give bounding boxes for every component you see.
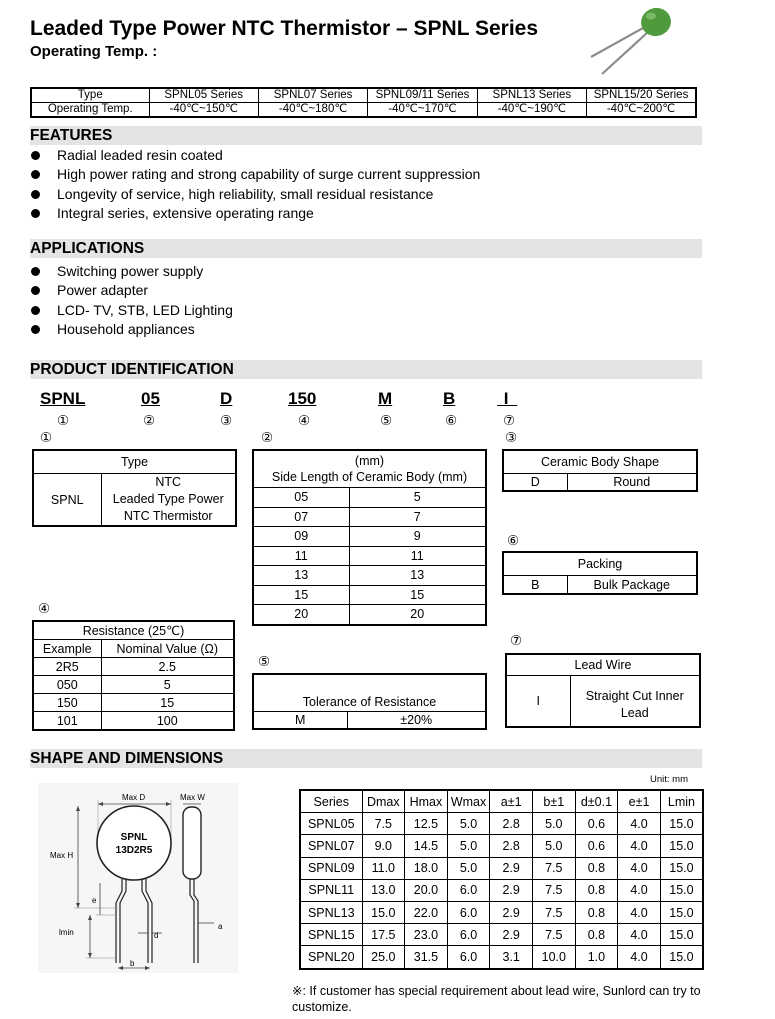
resistance-header: Resistance (25℃) [33,621,234,640]
type-desc-line: NTC [155,475,182,489]
series-cell: SPNL07 Series [258,88,367,103]
row-label-type: Type [31,88,149,103]
series-cell: SPNL05 Series [149,88,258,103]
column-header: Hmax [405,790,448,813]
temp-cell: -40℃~200℃ [587,103,696,118]
tolerance-box [252,673,487,730]
cell: 10.0 [533,946,576,969]
size-value: 9 [349,527,486,547]
max-d-label: Max D [122,793,146,802]
cell: 1.0 [575,946,618,969]
cell: 2.9 [490,857,533,879]
table-row [31,88,696,103]
code-part [497,389,517,409]
cell: 7.5 [362,813,405,835]
list-item [30,146,480,165]
resistance-code: 150 [33,694,101,712]
packing-header: Packing [503,552,697,576]
cell: 5.0 [447,857,490,879]
e-label: e [92,896,97,905]
table-row [300,857,703,879]
marker: ⑦ [510,633,523,648]
cell: 5.0 [533,813,576,835]
type-desc [101,474,236,527]
resistance-value: 2.5 [101,658,234,676]
cell: 7.5 [533,924,576,946]
column-header: Series [300,790,362,813]
cell: 3.1 [490,946,533,969]
cell: 4.0 [618,901,661,923]
resistance-value: 5 [101,676,234,694]
bullet-icon [31,325,40,334]
cell: 5.0 [447,835,490,857]
cell: 15.0 [660,946,703,969]
size-value: 5 [349,488,486,508]
marker: ③ [220,413,233,428]
bullet-icon [31,209,40,218]
page-subtitle: Operating Temp. : [30,43,158,60]
lead-wire-value-line: Straight Cut Inner [585,689,684,703]
shape-heading: SHAPE AND DIMENSIONS [30,749,702,768]
marker: ⑤ [258,654,271,669]
table-row [300,924,703,946]
bullet-icon [31,286,40,295]
bullet-icon [31,170,40,179]
cell: 0.6 [575,813,618,835]
marker: ② [261,430,274,445]
cell: 6.0 [447,901,490,923]
cell: 4.0 [618,946,661,969]
cell: SPNL09 [300,857,362,879]
application-text: LCD- TV, STB, LED Lighting [57,301,233,318]
cell: 0.8 [575,857,618,879]
cell: 14.5 [405,835,448,857]
a-label: a [218,922,223,931]
cell: 15.0 [660,924,703,946]
list-item [30,281,233,300]
type-header: Type [33,450,236,474]
column-header: a±1 [490,790,533,813]
bullet-icon [31,151,40,160]
code-part: B [443,389,456,408]
lead-wire-value [570,676,700,728]
cell: 9.0 [362,835,405,857]
table-header-row [300,790,703,813]
resistance-code: 101 [33,712,101,731]
feature-text: Radial leaded resin coated [57,147,223,163]
code-part: SPNL [40,389,86,408]
size-code: 11 [253,546,349,566]
size-value: 20 [349,605,486,625]
cell: 31.5 [405,946,448,969]
cell: 4.0 [618,813,661,835]
type-desc-line: Leaded Type Power [112,492,224,506]
packing-code: B [503,576,567,595]
application-text: Household appliances [57,320,195,337]
max-h-label: Max H [50,851,74,860]
cell: 2.9 [490,924,533,946]
tolerance-code: M [253,712,347,730]
temp-cell: -40℃~170℃ [368,103,477,118]
cell: SPNL13 [300,901,362,923]
lmin-label: lmin [59,928,74,937]
cell: 12.5 [405,813,448,835]
list-item [30,185,480,204]
resistance-box [32,620,235,731]
cell: 4.0 [618,879,661,901]
cell: 25.0 [362,946,405,969]
lead-wire-box [505,653,701,728]
type-code: SPNL [33,474,101,527]
cell: 17.5 [362,924,405,946]
max-w-label: Max W [180,793,205,802]
column-header: b±1 [533,790,576,813]
marker: ④ [38,601,51,616]
dimension-drawing [38,783,238,973]
cell: 7.5 [533,857,576,879]
identification-heading: PRODUCT IDENTIFICATION [30,360,702,379]
application-text: Power adapter [57,282,149,299]
marker: ① [40,430,53,445]
cell: 15.0 [362,901,405,923]
size-header-unit: (mm) [354,454,385,468]
series-cell: SPNL15/20 Series [587,88,696,103]
size-code: 15 [253,585,349,605]
table-row [300,835,703,857]
column-header: d±0.1 [575,790,618,813]
cell: 11.0 [362,857,405,879]
cell: SPNL05 [300,813,362,835]
list-item [30,301,233,320]
feature-text: Longevity of service, high reliability, small residual resistance [57,185,434,202]
cell: 2.8 [490,813,533,835]
resistance-col-example: Example [33,640,101,658]
size-code: 09 [253,527,349,547]
size-value: 11 [349,546,486,566]
shape-code: D [503,474,567,492]
resistance-col-nominal: Nominal Value (Ω) [101,640,234,658]
cell: 7.5 [533,879,576,901]
code-part-text: I [503,389,511,408]
list-item [30,204,480,223]
cell: SPNL11 [300,879,362,901]
shape-header: Ceramic Body Shape [503,450,697,474]
cell: 5.0 [533,835,576,857]
table-row [31,103,696,118]
row-label-temp: Operating Temp. [31,103,149,118]
cell: 15.0 [660,857,703,879]
cell: 15.0 [660,879,703,901]
series-cell: SPNL09/11 Series [368,88,477,103]
body-marking: 13D2R5 [115,845,153,856]
size-value: 7 [349,507,486,527]
resistance-value: 100 [101,712,234,731]
cell: 15.0 [660,901,703,923]
cell: 7.5 [533,901,576,923]
column-header: Wmax [447,790,490,813]
cell: 20.0 [405,879,448,901]
size-code: 20 [253,605,349,625]
marker: ⑦ [503,413,516,428]
cell: SPNL15 [300,924,362,946]
feature-text: High power rating and strong capability of surge current suppression [57,166,481,183]
cell: 0.8 [575,924,618,946]
code-part: D [220,389,233,408]
body-marking: SPNL [120,832,148,843]
size-header-label: Side Length of Ceramic Body (mm) [271,470,468,484]
resistance-code: 2R5 [33,658,101,676]
temp-cell: -40℃~190℃ [477,103,586,118]
table-row [300,813,703,835]
cell: 6.0 [447,879,490,901]
list-item [30,165,480,184]
feature-text: Integral series, extensive operating range [57,204,314,221]
lead-wire-header: Lead Wire [506,654,700,676]
applications-heading: APPLICATIONS [30,239,702,258]
marker: ② [143,413,156,428]
bullet-icon [31,267,40,276]
marker: ⑤ [380,413,393,428]
cell: 2.9 [490,901,533,923]
lead-wire-value-line: Lead [620,706,649,720]
temp-cell: -40℃~150℃ [149,103,258,118]
column-header: Lmin [660,790,703,813]
applications-list [30,262,233,339]
column-header: e±1 [618,790,661,813]
cell: 0.8 [575,879,618,901]
code-part: 05 [141,389,160,408]
unit-label: Unit: mm [650,774,688,785]
type-desc-line: NTC Thermistor [123,509,213,523]
list-item [30,320,233,339]
resistance-code: 050 [33,676,101,694]
cell: SPNL20 [300,946,362,969]
lead-wire-note: ※: If customer has special requirement about lead wire, Sunlord can try to customize. [292,984,701,1014]
operating-temp-table [30,87,697,118]
size-header [253,450,486,488]
size-code: 13 [253,566,349,586]
d-label: d [154,931,159,940]
cell: 6.0 [447,946,490,969]
code-part: M [378,389,393,408]
bullet-icon [31,190,40,199]
size-code: 05 [253,488,349,508]
marker: ③ [505,430,518,445]
page-title: Leaded Type Power NTC Thermistor – SPNL Series [30,17,539,40]
size-value: 15 [349,585,486,605]
temp-cell: -40℃~180℃ [258,103,367,118]
table-row [300,901,703,923]
size-code: 07 [253,507,349,527]
type-box [32,449,237,527]
cell: 2.9 [490,879,533,901]
cell: 4.0 [618,857,661,879]
shape-box [502,449,698,492]
lead-wire-code: I [506,676,570,728]
dimensions-table [299,789,704,970]
marker: ⑥ [445,413,458,428]
cell: SPNL07 [300,835,362,857]
tolerance-value: ±20% [347,712,486,730]
tolerance-header: Tolerance of Resistance [253,674,486,712]
features-list [30,146,480,223]
b-label: b [130,959,135,968]
cell: 4.0 [618,835,661,857]
cell: 4.0 [618,924,661,946]
list-item [30,262,233,281]
marker: ⑥ [507,533,520,548]
bullet-icon [31,306,40,315]
cell: 15.0 [660,813,703,835]
table-row [300,879,703,901]
packing-box [502,551,698,595]
packing-value: Bulk Package [567,576,697,595]
size-value: 13 [349,566,486,586]
cell: 0.6 [575,835,618,857]
cell: 13.0 [362,879,405,901]
size-box [252,449,487,626]
cell: 23.0 [405,924,448,946]
cell: 2.8 [490,835,533,857]
cell: 5.0 [447,813,490,835]
cell: 18.0 [405,857,448,879]
marker: ① [57,413,70,428]
thermistor-photo [586,2,681,75]
cell: 6.0 [447,924,490,946]
application-text: Switching power supply [57,263,204,279]
cell: 22.0 [405,901,448,923]
cell: 0.8 [575,901,618,923]
series-cell: SPNL13 Series [477,88,586,103]
table-row [300,946,703,969]
cell: 15.0 [660,835,703,857]
marker: ④ [298,413,311,428]
shape-value: Round [567,474,697,492]
column-header: Dmax [362,790,405,813]
resistance-value: 15 [101,694,234,712]
features-heading: FEATURES [30,126,702,145]
code-part: 150 [288,389,317,408]
